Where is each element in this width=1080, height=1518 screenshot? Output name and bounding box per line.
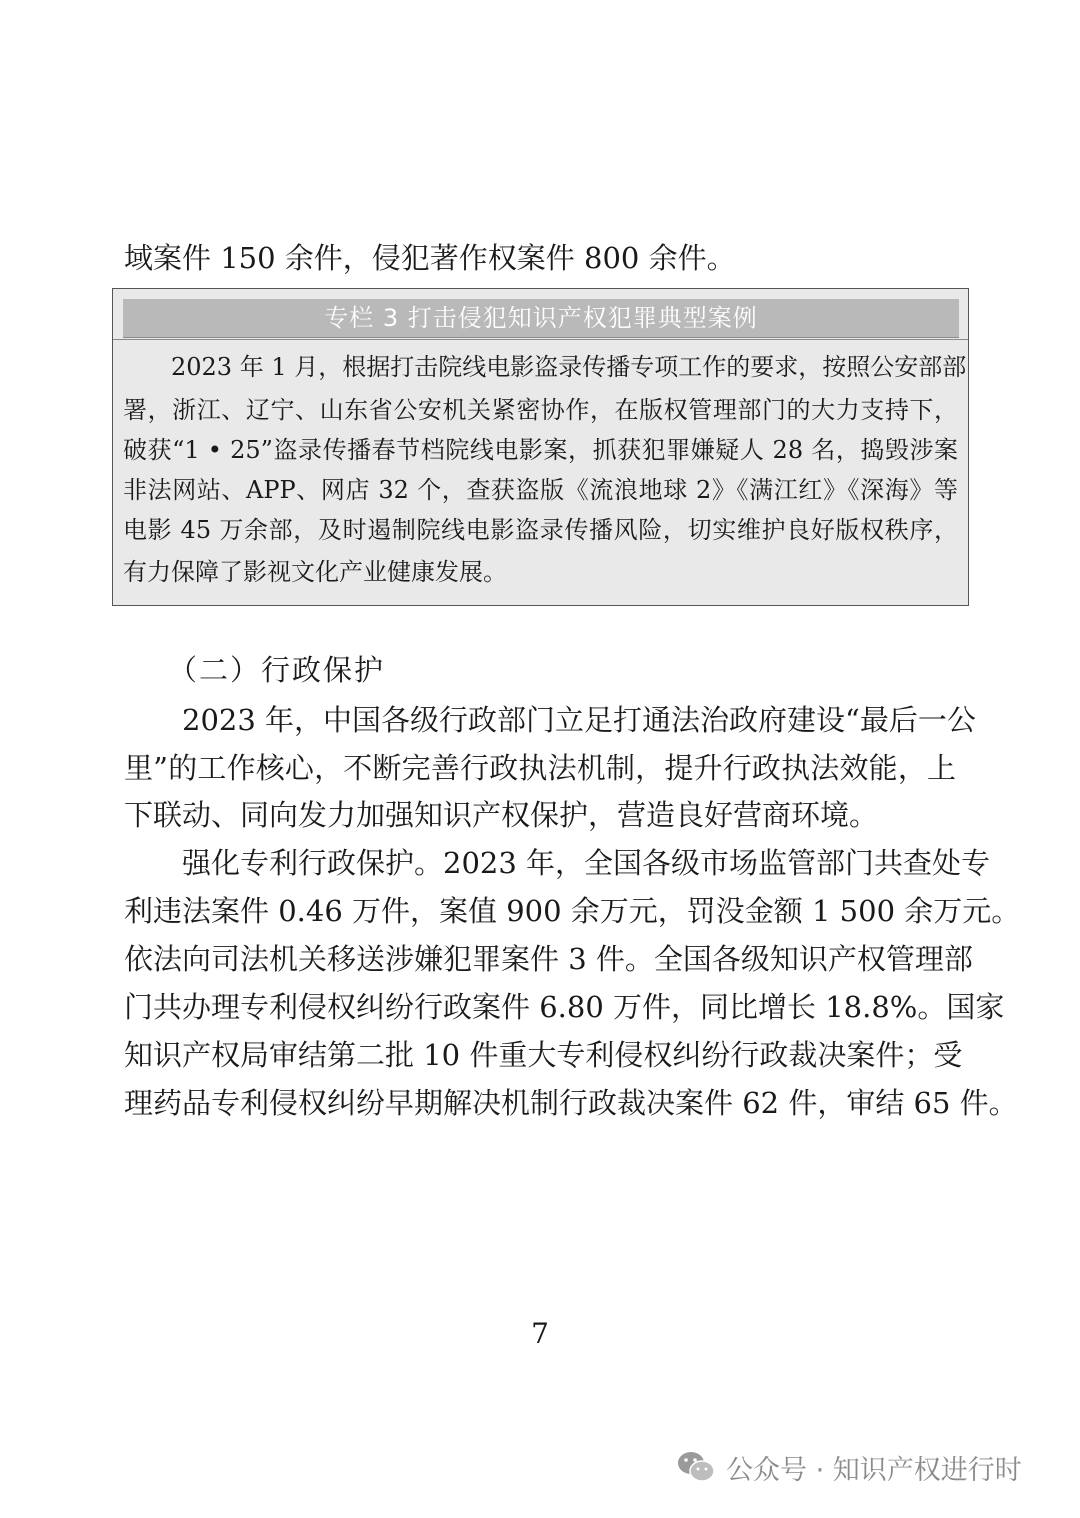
watermark (676, 1447, 1022, 1487)
watermark-text: 公众号 · 知识产权进行时 (726, 1454, 1022, 1486)
paragraph-line: 理药品专利侵权纠纷早期解决机制行政裁决案件 62 件，审结 65 件。 (124, 1086, 1018, 1120)
box-text-line: 2023 年 1 月，根据打击院线电影盗录传播专项工作的要求，按照公安部部 (171, 353, 967, 381)
paragraph-line: 知识产权局审结第二批 10 件重大专利侵权纠纷行政裁决案件；受 (124, 1038, 963, 1072)
paragraph-line: 下联动、同向发力加强知识产权保护，营造良好营商环境。 (124, 798, 879, 832)
page-number: 7 (531, 1317, 549, 1350)
paragraph-line: 依法向司法机关移送涉嫌犯罪案件 3 件。全国各级知识产权管理部 (124, 942, 973, 976)
box-text-line: 非法网站、APP、网店 32 个，查获盗版《流浪地球 2》《满江红》《深海》等 (123, 476, 958, 504)
sidebar-box (112, 288, 969, 606)
paragraph-line: 强化专利行政保护。2023 年，全国各级市场监管部门共查处专 (182, 846, 991, 880)
box-title: 专栏 3 打击侵犯知识产权犯罪典型案例 (324, 304, 758, 332)
section-heading: （二）行政保护 (168, 653, 386, 687)
paragraph-line: 2023 年，中国各级行政部门立足打通法治政府建设“最后一公 (182, 703, 976, 737)
intro-line: 域案件 150 余件，侵犯著作权案件 800 余件。 (124, 241, 736, 275)
box-text-line: 电影 45 万余部，及时遏制院线电影盗录传播风险，切实维护良好版权秩序， (123, 516, 958, 544)
wechat-icon (676, 1450, 716, 1484)
box-text-line: 署，浙江、辽宁、山东省公安机关紧密协作，在版权管理部门的大力支持下， (123, 396, 958, 424)
box-text-line: 破获“1 • 25”盗录传播春节档院线电影案，抓获犯罪嫌疑人 28 名，捣毁涉案 (123, 436, 958, 464)
box-text-line: 有力保障了影视文化产业健康发展。 (123, 558, 507, 586)
paragraph-line: 里”的工作核心，不断完善行政执法机制，提升行政执法效能，上 (124, 751, 956, 785)
paragraph-line: 利违法案件 0.46 万件，案值 900 余万元，罚没金额 1 500 余万元。 (124, 894, 1021, 928)
box-header (123, 299, 959, 338)
paragraph-line: 门共办理专利侵权纠纷行政案件 6.80 万件，同比增长 18.8%。国家 (124, 990, 1005, 1024)
box-header-divider (113, 339, 968, 340)
